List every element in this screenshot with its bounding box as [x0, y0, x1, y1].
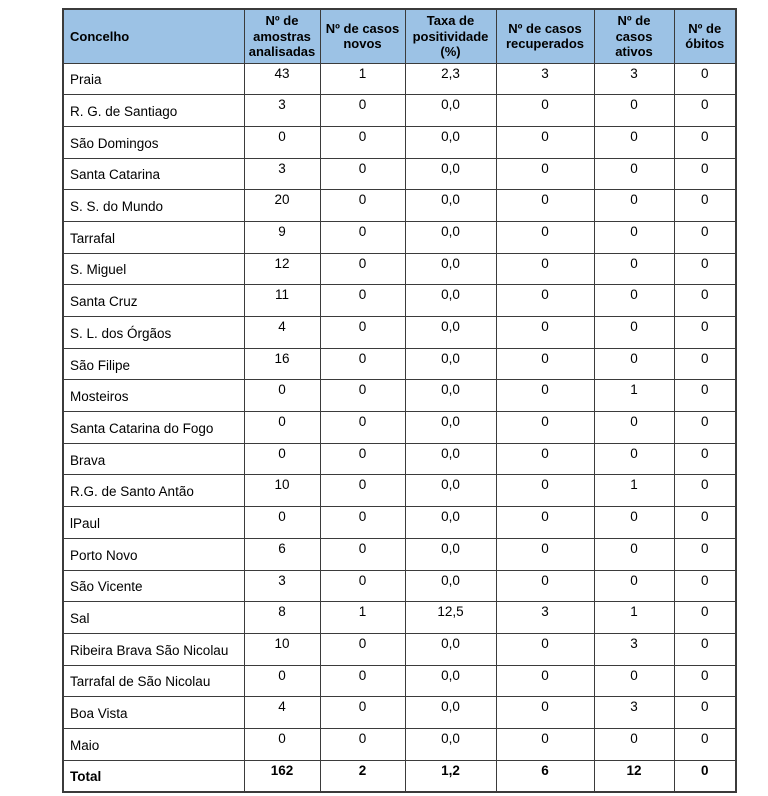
concelho-cell: S. Miguel — [63, 253, 244, 285]
value-cell: 0 — [320, 443, 405, 475]
value-cell: 0 — [320, 317, 405, 349]
header-obitos: Nº de óbitos — [674, 9, 736, 63]
value-cell: 0 — [244, 443, 320, 475]
value-cell: 3 — [244, 158, 320, 190]
table-row — [63, 126, 736, 158]
value-cell: 0 — [244, 126, 320, 158]
value-cell: 0 — [496, 538, 594, 570]
value-cell: 0,0 — [405, 728, 496, 760]
table-row — [63, 728, 736, 760]
value-cell: 0 — [594, 221, 674, 253]
value-cell: 1 — [594, 380, 674, 412]
value-cell: 0 — [594, 158, 674, 190]
concelho-cell: Brava — [63, 443, 244, 475]
value-cell: 0 — [674, 570, 736, 602]
value-cell: 3 — [594, 697, 674, 729]
value-cell: 10 — [244, 633, 320, 665]
header-row — [63, 9, 736, 63]
value-cell: 2,3 — [405, 63, 496, 95]
value-cell: 12,5 — [405, 602, 496, 634]
value-cell: 0 — [496, 728, 594, 760]
value-cell: 0 — [496, 380, 594, 412]
value-cell: 0 — [496, 633, 594, 665]
table-row — [63, 380, 736, 412]
value-cell: 0 — [496, 665, 594, 697]
value-cell: 0,0 — [405, 665, 496, 697]
value-cell: 0 — [320, 95, 405, 127]
value-cell: 0 — [496, 317, 594, 349]
value-cell: 0 — [594, 285, 674, 317]
value-cell: 0 — [496, 348, 594, 380]
value-cell: 0 — [320, 570, 405, 602]
value-cell: 0 — [674, 317, 736, 349]
value-cell: 0 — [674, 760, 736, 792]
concelho-cell: Total — [63, 760, 244, 792]
value-cell: 0 — [496, 126, 594, 158]
value-cell: 0 — [674, 95, 736, 127]
value-cell: 0 — [320, 507, 405, 539]
value-cell: 0 — [674, 380, 736, 412]
value-cell: 0 — [674, 126, 736, 158]
value-cell: 0 — [674, 190, 736, 222]
header-casos-novos: Nº de casos novos — [320, 9, 405, 63]
value-cell: 0,0 — [405, 633, 496, 665]
value-cell: 0,0 — [405, 285, 496, 317]
value-cell: 0 — [674, 475, 736, 507]
table-row — [63, 348, 736, 380]
value-cell: 1 — [320, 602, 405, 634]
value-cell: 0 — [244, 728, 320, 760]
table-row — [63, 158, 736, 190]
value-cell: 0 — [496, 253, 594, 285]
value-cell: 0 — [594, 538, 674, 570]
header-amostras-analisadas: Nº de amostras analisadas — [244, 9, 320, 63]
value-cell: 0,0 — [405, 95, 496, 127]
table-row — [63, 95, 736, 127]
value-cell: 3 — [244, 95, 320, 127]
value-cell: 0 — [496, 95, 594, 127]
concelho-cell: Maio — [63, 728, 244, 760]
value-cell: 0 — [320, 633, 405, 665]
value-cell: 9 — [244, 221, 320, 253]
value-cell: 0 — [320, 285, 405, 317]
value-cell: 0 — [320, 348, 405, 380]
concelho-cell: Boa Vista — [63, 697, 244, 729]
value-cell: 3 — [244, 570, 320, 602]
header-taxa-positividade: Taxa de positividade (%) — [405, 9, 496, 63]
value-cell: 0 — [496, 475, 594, 507]
value-cell: 11 — [244, 285, 320, 317]
value-cell: 0 — [674, 221, 736, 253]
value-cell: 0 — [320, 221, 405, 253]
table-row — [63, 538, 736, 570]
value-cell: 0,0 — [405, 475, 496, 507]
value-cell: 0,0 — [405, 538, 496, 570]
table-row — [63, 190, 736, 222]
value-cell: 0 — [496, 570, 594, 602]
concelho-report-table — [62, 8, 737, 793]
table-row — [63, 253, 736, 285]
concelho-cell: S. S. do Mundo — [63, 190, 244, 222]
value-cell: 0 — [674, 728, 736, 760]
concelho-cell: São Vicente — [63, 570, 244, 602]
header-casos-recuperados: Nº de casos recuperados — [496, 9, 594, 63]
table-row — [63, 507, 736, 539]
concelho-cell: Santa Cruz — [63, 285, 244, 317]
table-row — [63, 63, 736, 95]
value-cell: 0 — [594, 190, 674, 222]
value-cell: 0,0 — [405, 158, 496, 190]
value-cell: 43 — [244, 63, 320, 95]
value-cell: 0 — [244, 507, 320, 539]
concelho-cell: Santa Catarina do Fogo — [63, 412, 244, 444]
value-cell: 0 — [244, 380, 320, 412]
value-cell: 0 — [320, 158, 405, 190]
value-cell: 0 — [674, 633, 736, 665]
value-cell: 0 — [496, 190, 594, 222]
value-cell: 0 — [244, 412, 320, 444]
value-cell: 0 — [674, 348, 736, 380]
concelho-cell: Tarrafal de São Nicolau — [63, 665, 244, 697]
value-cell: 0 — [674, 538, 736, 570]
value-cell: 10 — [244, 475, 320, 507]
header-casos-ativos: Nº de casos ativos — [594, 9, 674, 63]
value-cell: 0,0 — [405, 412, 496, 444]
value-cell: 0 — [594, 507, 674, 539]
table-row — [63, 443, 736, 475]
value-cell: 2 — [320, 760, 405, 792]
value-cell: 4 — [244, 317, 320, 349]
value-cell: 0 — [496, 443, 594, 475]
value-cell: 0 — [320, 538, 405, 570]
value-cell: 0 — [674, 412, 736, 444]
concelho-cell: lPaul — [63, 507, 244, 539]
concelho-cell: R.G. de Santo Antão — [63, 475, 244, 507]
value-cell: 0,0 — [405, 697, 496, 729]
value-cell: 3 — [594, 63, 674, 95]
value-cell: 0,0 — [405, 570, 496, 602]
value-cell: 0,0 — [405, 317, 496, 349]
value-cell: 0 — [674, 602, 736, 634]
value-cell: 0 — [320, 190, 405, 222]
concelho-cell: São Domingos — [63, 126, 244, 158]
value-cell: 0 — [496, 697, 594, 729]
value-cell: 0,0 — [405, 380, 496, 412]
concelho-cell: R. G. de Santiago — [63, 95, 244, 127]
value-cell: 0 — [594, 253, 674, 285]
table-header — [63, 9, 736, 63]
value-cell: 0 — [320, 380, 405, 412]
value-cell: 0 — [674, 697, 736, 729]
value-cell: 162 — [244, 760, 320, 792]
concelho-cell: Porto Novo — [63, 538, 244, 570]
value-cell: 0 — [594, 412, 674, 444]
total-row — [63, 760, 736, 792]
value-cell: 3 — [594, 633, 674, 665]
value-cell: 3 — [496, 63, 594, 95]
value-cell: 0 — [320, 412, 405, 444]
concelho-cell: Tarrafal — [63, 221, 244, 253]
value-cell: 20 — [244, 190, 320, 222]
value-cell: 0 — [496, 412, 594, 444]
value-cell: 0,0 — [405, 126, 496, 158]
value-cell: 0 — [674, 443, 736, 475]
value-cell: 16 — [244, 348, 320, 380]
value-cell: 0 — [320, 126, 405, 158]
value-cell: 6 — [496, 760, 594, 792]
value-cell: 1 — [594, 602, 674, 634]
table-row — [63, 602, 736, 634]
value-cell: 0,0 — [405, 190, 496, 222]
value-cell: 0 — [320, 728, 405, 760]
value-cell: 0 — [594, 317, 674, 349]
value-cell: 0,0 — [405, 443, 496, 475]
value-cell: 0 — [674, 158, 736, 190]
table-row — [63, 221, 736, 253]
value-cell: 6 — [244, 538, 320, 570]
concelho-cell: Santa Catarina — [63, 158, 244, 190]
concelho-cell: Praia — [63, 63, 244, 95]
value-cell: 0 — [594, 570, 674, 602]
table-row — [63, 633, 736, 665]
concelho-cell: São Filipe — [63, 348, 244, 380]
concelho-cell: S. L. dos Órgãos — [63, 317, 244, 349]
table-row — [63, 475, 736, 507]
value-cell: 4 — [244, 697, 320, 729]
value-cell: 0 — [674, 665, 736, 697]
value-cell: 0 — [594, 348, 674, 380]
value-cell: 0 — [496, 285, 594, 317]
table-row — [63, 412, 736, 444]
value-cell: 0 — [496, 158, 594, 190]
value-cell: 0 — [594, 126, 674, 158]
value-cell: 12 — [594, 760, 674, 792]
value-cell: 12 — [244, 253, 320, 285]
value-cell: 0 — [594, 665, 674, 697]
header-concelho: Concelho — [63, 9, 244, 63]
value-cell: 0,0 — [405, 348, 496, 380]
value-cell: 0 — [674, 63, 736, 95]
value-cell: 0 — [594, 443, 674, 475]
value-cell: 3 — [496, 602, 594, 634]
value-cell: 0 — [496, 507, 594, 539]
value-cell: 0,0 — [405, 507, 496, 539]
table-row — [63, 570, 736, 602]
concelho-cell: Ribeira Brava São Nicolau — [63, 633, 244, 665]
value-cell: 0 — [244, 665, 320, 697]
value-cell: 0 — [594, 728, 674, 760]
table-body — [63, 63, 736, 792]
value-cell: 0,0 — [405, 221, 496, 253]
value-cell: 1 — [320, 63, 405, 95]
value-cell: 1 — [594, 475, 674, 507]
value-cell: 0 — [674, 253, 736, 285]
table-row — [63, 697, 736, 729]
value-cell: 0 — [674, 285, 736, 317]
table-row — [63, 665, 736, 697]
value-cell: 8 — [244, 602, 320, 634]
value-cell: 0 — [320, 665, 405, 697]
value-cell: 0 — [320, 697, 405, 729]
value-cell: 0 — [496, 221, 594, 253]
table-row — [63, 285, 736, 317]
value-cell: 0,0 — [405, 253, 496, 285]
value-cell: 0 — [674, 507, 736, 539]
table-row — [63, 317, 736, 349]
value-cell: 0 — [320, 253, 405, 285]
value-cell: 0 — [320, 475, 405, 507]
concelho-cell: Mosteiros — [63, 380, 244, 412]
value-cell: 0 — [594, 95, 674, 127]
concelho-cell: Sal — [63, 602, 244, 634]
value-cell: 1,2 — [405, 760, 496, 792]
